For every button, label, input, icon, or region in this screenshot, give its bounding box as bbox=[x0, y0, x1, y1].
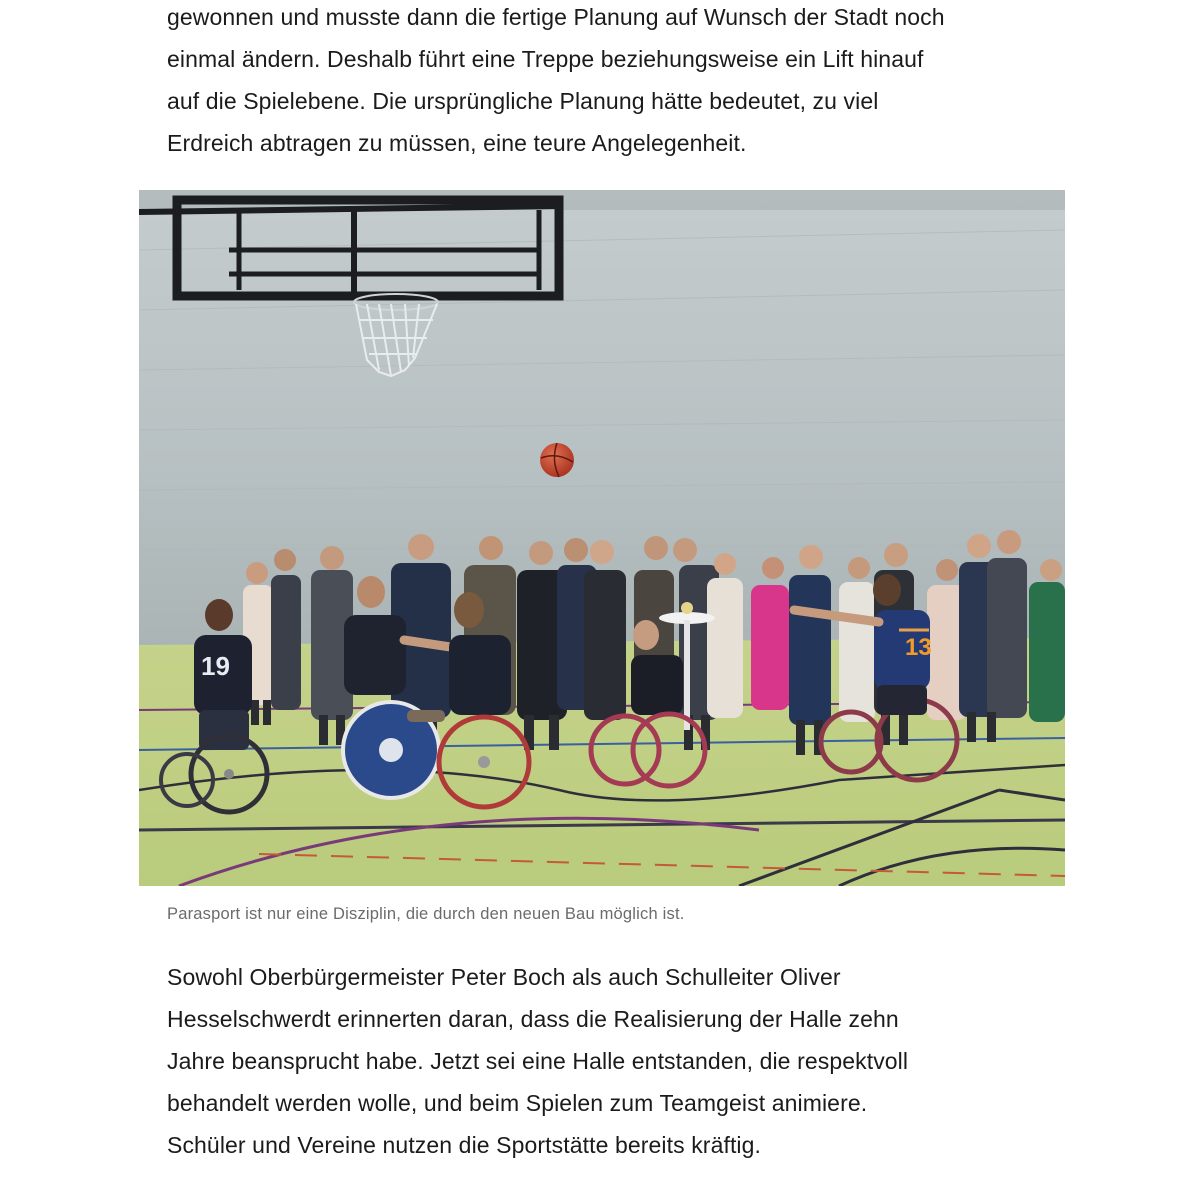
jersey-number: 19 bbox=[201, 651, 230, 681]
paragraph-line: Erdreich abtragen zu müssen, eine teure Angelegenheit. bbox=[167, 130, 747, 156]
paragraph-line: auf die Spielebene. Die ursprüngliche Planung hätte bedeutet, zu viel bbox=[167, 88, 879, 114]
paragraph-line: behandelt werden wolle, und beim Spielen zum Teamgeist animiere. bbox=[167, 1090, 868, 1116]
paragraph-line: Hesselschwerdt erinnerten daran, dass die Realisierung der Halle zehn bbox=[167, 1006, 899, 1032]
paragraph-line: Sowohl Oberbürgermeister Peter Boch als auch Schulleiter Oliver bbox=[167, 964, 841, 990]
article-photo bbox=[139, 190, 1065, 886]
paragraph-line: einmal ändern. Deshalb führt eine Treppe beziehungsweise ein Lift hinauf bbox=[167, 46, 924, 72]
gym-wheelchair-basketball-photo bbox=[139, 190, 1065, 886]
jersey-number: 13 bbox=[905, 634, 932, 661]
article-paragraph bbox=[167, 0, 1047, 164]
paragraph-line: gewonnen und musste dann die fertige Planung auf Wunsch der Stadt noch bbox=[167, 4, 945, 30]
article-paragraph bbox=[167, 956, 1047, 1166]
paragraph-line: Schüler und Vereine nutzen die Sportstätte bereits kräftig. bbox=[167, 1132, 762, 1158]
photo-caption: Parasport ist nur eine Disziplin, die durch den neuen Bau möglich ist. bbox=[167, 905, 685, 923]
paragraph-line: Jahre beansprucht habe. Jetzt sei eine Halle entstanden, die respektvoll bbox=[167, 1048, 909, 1074]
